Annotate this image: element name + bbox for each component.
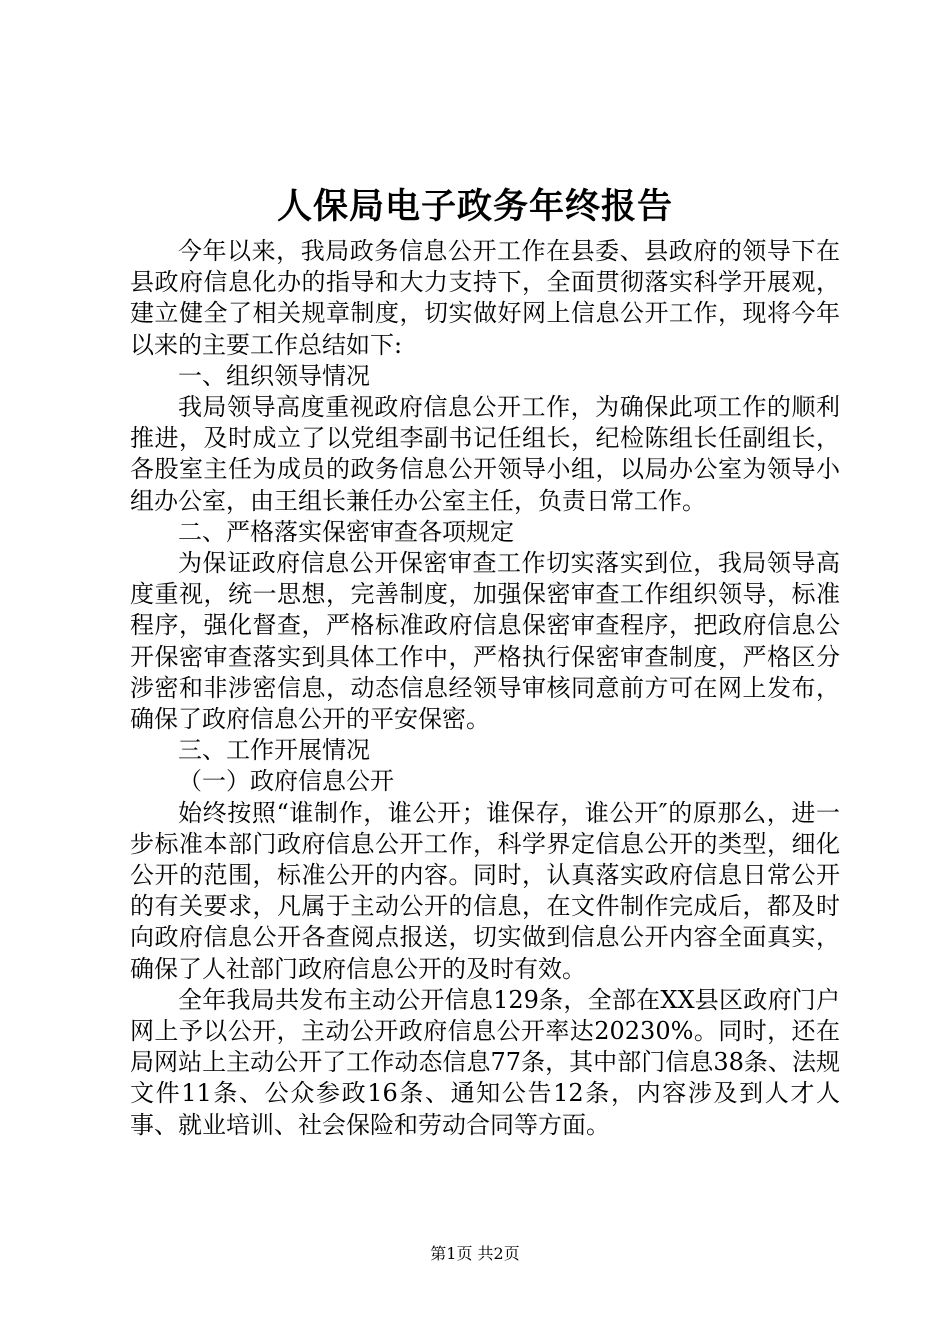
page-number-footer: 第1页 共2页 <box>430 1244 520 1263</box>
document-body <box>130 236 840 1141</box>
section-heading-organization: 一、组织领导情况 <box>178 361 370 390</box>
statistics-paragraph: 全年我局共发布主动公开信息129条，全部在XX县区政府门户网上予以公开，主动公开政府信息公开率达20230%。同时，还在局网站上主动公开了工作动态信息77条，其中部门信息38条、法规文件11条、公众参政16条、通知公告12条，内容涉及到人才人事、就业培训、社会保险和劳动合同等方面。 <box>130 985 840 1139</box>
section-heading-work: 三、工作开展情况 <box>178 736 370 765</box>
organization-paragraph: 我局领导高度重视政府信息公开工作，为确保此项工作的顺利推进，及时成立了以党组李副书记任组长，纪检陈组长任副组长，各股室主任为成员的政务信息公开领导小组，以局办公室为领导小组办公室，由王组长兼任办公室主任，负责日常工作。 <box>130 393 840 515</box>
document-title: 人保局电子政务年终报告 <box>276 186 673 227</box>
intro-paragraph: 今年以来，我局政务信息公开工作在县委、县政府的领导下在县政府信息化办的指导和大力支持下，全面贯彻落实科学开展观，建立健全了相关规章制度，切实做好网上信息公开工作，现将今年以来的主要工作总结如下: <box>130 237 840 359</box>
disclosure-paragraph: 始终按照“谁制作，谁公开；谁保存，谁公开″的原那么，进一步标准本部门政府信息公开工作，科学界定信息公开的类型，细化公开的范围，标准公开的内容。同时，认真落实政府信息日常公开的有关要求，凡属于主动公开的信息，在文件制作完成后，都及时向政府信息公开各查阅点报送，切实做到信息公开内容全面真实，确保了人社部门政府信息公开的及时有效。 <box>130 798 840 983</box>
section-heading-confidentiality: 二、严格落实保密审查各项规定 <box>178 517 514 546</box>
confidentiality-paragraph: 为保证政府信息公开保密审查工作切实落实到位，我局领导高度重视，统一思想，完善制度，加强保密审查工作组织领导，标准程序，强化督查，严格标准政府信息保密审查程序，把政府信息公开保密审查落实到具体工作中，严格执行保密审查制度，严格区分涉密和非涉密信息，动态信息经领导审核同意前方可在网上发布，确保了政府信息公开的平安保密。 <box>130 549 840 734</box>
subsection-heading-disclosure: （一）政府信息公开 <box>178 767 394 796</box>
